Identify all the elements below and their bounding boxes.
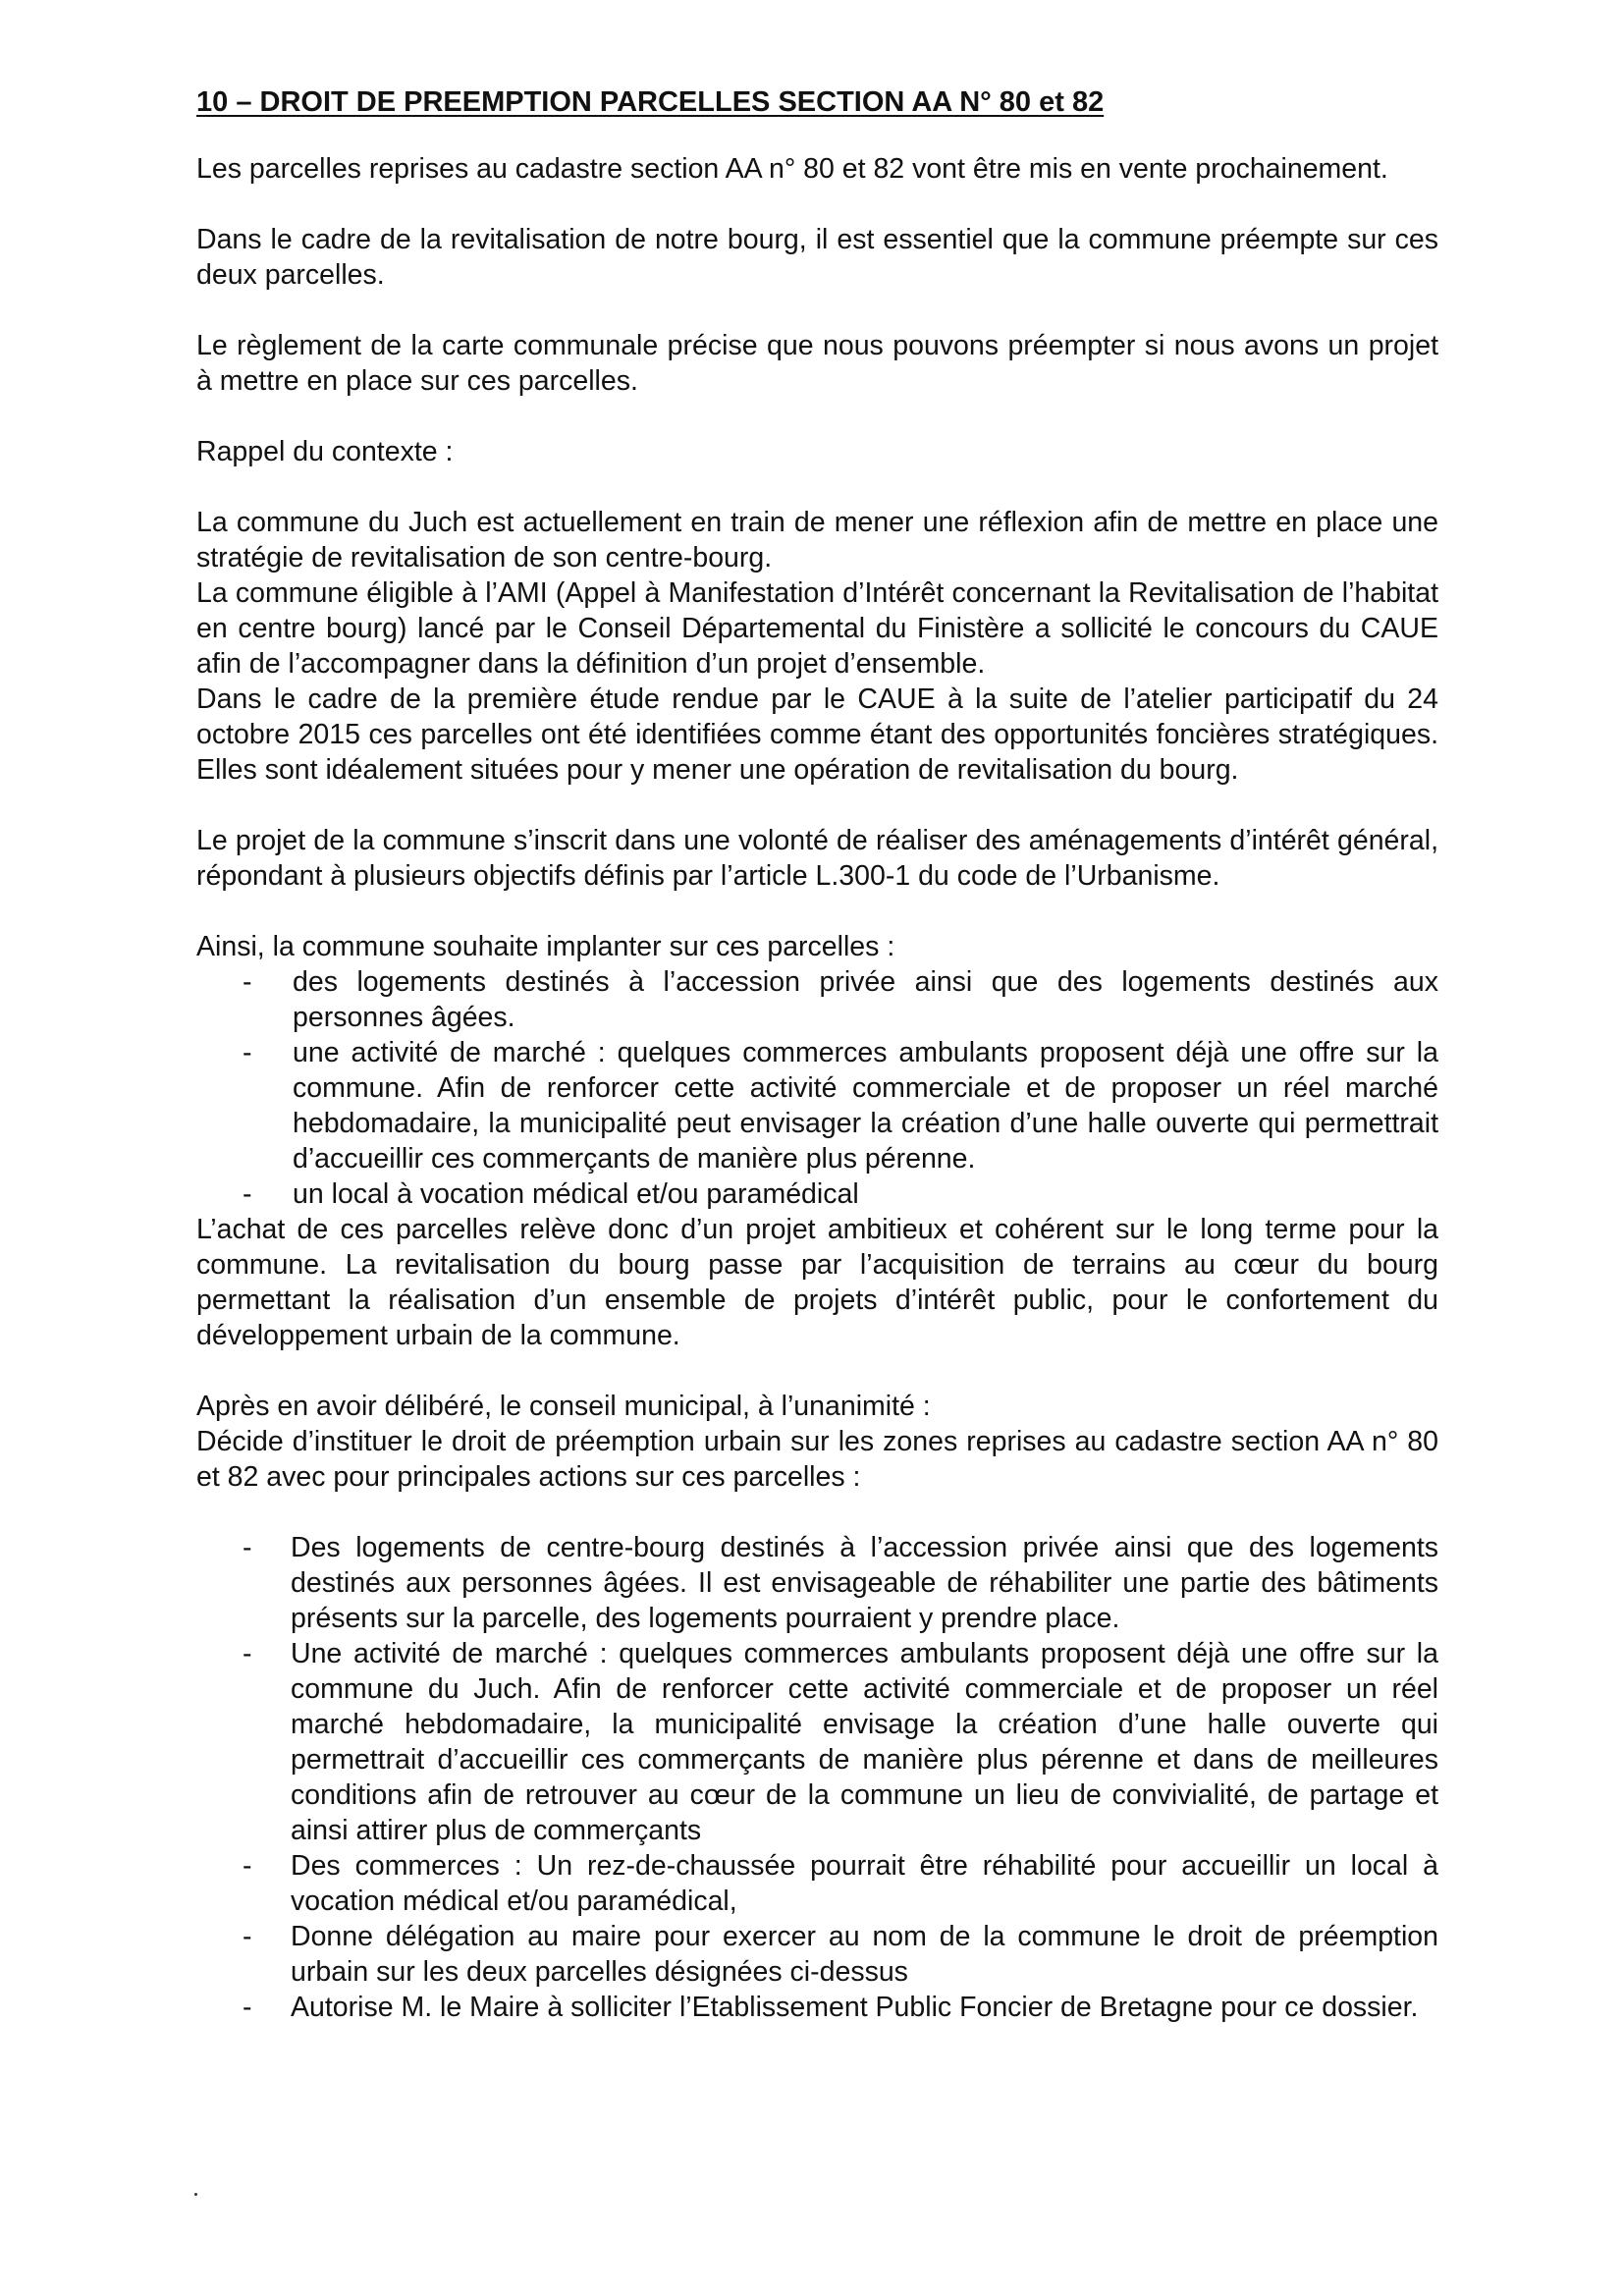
list-actions [196, 1530, 1438, 2025]
paragraph-parcelles-vente: Les parcelles reprises au cadastre section AA n° 80 et 82 vont être mis en vente prochainement. [196, 153, 1388, 185]
paragraph-revitalisation: Dans le cadre de la revitalisation de notre bourg, il est essentiel que la commune préempte sur ces deux parcelles. [196, 224, 1438, 291]
document-page [196, 84, 1438, 2025]
paragraph-reglement: Le règlement de la carte communale précise que nous pouvons préempter si nous avons un projet à mettre en place sur ces parcelles. [196, 330, 1438, 397]
list-implantations [196, 964, 1438, 1212]
list-item: - une activité de marché : quelques commerces ambulants proposent déjà une offre sur la commune. Afin de renforcer cette activité commerciale et de proposer un réel marché hebdomadaire, la municipalité peut envisager la création d’une halle ouverte qui permettrait d’accueillir ces commerçants de manière plus pérenne. [196, 1035, 1438, 1176]
list-item: - Autorise M. le Maire à solliciter l’Etablissement Public Foncier de Bretagne pour ce dossier. [196, 1990, 1438, 2025]
paragraph-contexte-reflexion: La commune du Juch est actuellement en train de mener une réflexion afin de mettre en place une stratégie de revitalisation de son centre-bourg. [196, 507, 1438, 574]
list-item: - un local à vocation médical et/ou paramédical [196, 1176, 1438, 1212]
paragraph-achat: L’achat de ces parcelles relève donc d’un projet ambitieux et cohérent sur le long terme pour la commune. La revitalisation du bourg passe par l’acquisition de terrains au cœur du bourg permettant la réalisation d’un ensemble de projets d’intérêt public, pour le confortement du développement urbain de la commune. [196, 1214, 1438, 1351]
list-item: - Donne délégation au maire pour exercer au nom de la commune le droit de préemption urbain sur les deux parcelles désignées ci-dessus [196, 1919, 1438, 1990]
list-item: - Des logements de centre-bourg destinés à l’accession privée ainsi que des logements destinés aux personnes âgées. Il est envisageable de réhabiliter une partie des bâtiments présents sur la parcelle, des logements pourraient y prendre place. [196, 1530, 1438, 1636]
paragraph-rappel-contexte: Rappel du contexte : [196, 436, 454, 467]
list-item: - Une activité de marché : quelques commerces ambulants proposent déjà une offre sur la commune du Juch. Afin de renforcer cette activité commerciale et de proposer un réel marché hebdomadaire, la municipalité envisage la création d’une halle ouverte qui permettrait d’accueillir ces commerçants de manière plus pérenne et dans de meilleures conditions afin de retrouver au cœur de la commune un lieu de convivialité, de partage et ainsi attirer plus de commerçants [196, 1636, 1438, 1848]
paragraph-deliberation: Après en avoir délibéré, le conseil municipal, à l’unanimité : [196, 1391, 931, 1422]
paragraph-ainsi: Ainsi, la commune souhaite implanter sur ces parcelles : [196, 931, 895, 962]
paragraph-projet-commune: Le projet de la commune s’inscrit dans une volonté de réaliser des aménagements d’intérêt général, répondant à plusieurs objectifs définis par l’article L.300-1 du code de l’Urbanisme. [196, 825, 1438, 892]
paragraph-decision: Décide d’instituer le droit de préemption urbain sur les zones reprises au cadastre section AA n° 80 et 82 avec pour principales actions sur ces parcelles : [196, 1426, 1438, 1493]
paragraph-contexte-caue: Dans le cadre de la première étude rendue par le CAUE à la suite de l’atelier participatif du 24 octobre 2015 ces parcelles ont été identifiées comme étant des opportunités foncières stratégiques. Elles sont idéalement situées pour y mener une opération de revitalisation du bourg. [196, 683, 1438, 786]
paragraph-contexte-ami: La commune éligible à l’AMI (Appel à Manifestation d’Intérêt concernant la Revitalisation de l’habitat en centre bourg) lancé par le Conseil Départemental du Finistère a sollicité le concours du CAUE afin de l’accompagner dans la définition d’un projet d’ensemble. [196, 577, 1438, 680]
list-item: - des logements destinés à l’accession privée ainsi que des logements destinés aux personnes âgées. [196, 964, 1438, 1035]
section-heading: 10 – DROIT DE PREEMPTION PARCELLES SECTION AA N° 80 et 82 [196, 86, 1105, 118]
scan-speck [194, 2193, 197, 2196]
list-item: - Des commerces : Un rez-de-chaussée pourrait être réhabilité pour accueillir un local à vocation médical et/ou paramédical, [196, 1848, 1438, 1919]
